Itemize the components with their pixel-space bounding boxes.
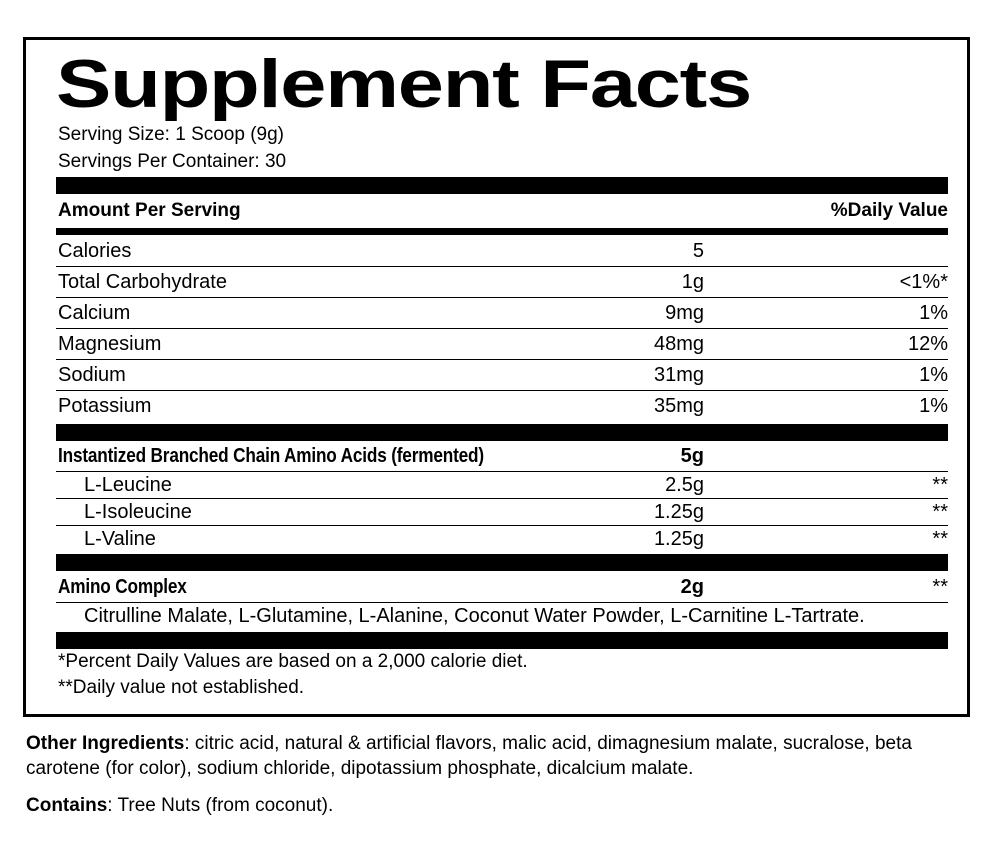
other-ingredients [26, 731, 976, 781]
servings-per-container: Servings Per Container: 30 [58, 151, 287, 172]
nutrient-amount: 9mg [665, 302, 704, 324]
medium-divider [56, 228, 948, 235]
bcaa-item-row [56, 499, 948, 525]
nutrient-name: Calcium [58, 302, 131, 324]
nutrient-row [56, 360, 948, 390]
amino-complex-row [56, 572, 948, 602]
amino-complex-ingredients-row [56, 603, 948, 629]
amino-complex-amount: 2g [680, 576, 704, 598]
nutrient-amount: 48mg [653, 333, 704, 355]
bcaa-item-dv: ** [932, 474, 948, 496]
nutrient-dv: <1%* [899, 271, 948, 293]
header-amount: Amount Per Serving [58, 200, 241, 221]
serving-size: Serving Size: 1 Scoop (9g) [58, 124, 285, 145]
amino-complex-ingredients: Citrulline Malate, L-Glutamine, L-Alanine, Coconut Water Powder, L-Carnitine L-Tartrate. [84, 605, 865, 627]
bcaa-item-name: L-Leucine [84, 474, 172, 496]
bcaa-item-name: L-Isoleucine [84, 501, 192, 523]
nutrient-amount: 1g [681, 271, 704, 293]
bcaa-name: Instantized Branched Chain Amino Acids (fermented) [58, 445, 484, 467]
contains-text: : Tree Nuts (from coconut). [107, 795, 334, 816]
nutrient-dv: 1% [919, 302, 948, 324]
bcaa-item-row [56, 526, 948, 552]
bcaa-amount: 5g [680, 445, 704, 467]
thick-divider [56, 554, 948, 571]
nutrient-dv: 1% [919, 364, 948, 386]
nutrient-name: Total Carbohydrate [58, 271, 227, 293]
nutrient-dv: 12% [907, 333, 948, 355]
bcaa-item-dv: ** [932, 501, 948, 523]
bcaa-row [56, 441, 948, 471]
nutrient-amount: 5 [692, 240, 704, 262]
footnote-daily-values: *Percent Daily Values are based on a 2,000 calorie diet. [58, 651, 528, 672]
contains-label: Contains [26, 795, 108, 816]
nutrient-amount: 35mg [653, 395, 704, 417]
nutrient-row [56, 267, 948, 297]
amino-complex-dv: ** [932, 576, 948, 598]
other-ingredients-text: : citric acid, natural & artificial flavors, malic acid, dimagnesium malate, sucralose, beta carotene (for color), sodium chloride, dipotassium phosphate, dicalcium malate. [26, 733, 912, 779]
other-ingredients-label: Other Ingredients [26, 733, 185, 754]
header-row [56, 196, 948, 226]
bcaa-item-amount: 2.5g [665, 474, 704, 496]
nutrient-amount: 31mg [653, 364, 704, 386]
nutrient-name: Calories [58, 240, 132, 262]
bcaa-item-amount: 1.25g [653, 501, 704, 523]
thick-divider [56, 632, 948, 649]
nutrient-row [56, 236, 948, 266]
footnote-not-established: **Daily value not established. [58, 677, 305, 698]
thick-divider [56, 177, 948, 194]
header-daily-value: %Daily Value [830, 200, 948, 221]
nutrient-name: Magnesium [58, 333, 162, 355]
panel-title: Supplement Facts [56, 46, 751, 122]
nutrient-name: Sodium [58, 364, 126, 386]
nutrient-row [56, 391, 948, 421]
bcaa-item-dv: ** [932, 528, 948, 550]
contains-statement [26, 793, 976, 818]
nutrient-row [56, 329, 948, 359]
thick-divider [56, 424, 948, 441]
nutrient-dv: 1% [919, 395, 948, 417]
nutrient-row [56, 298, 948, 328]
bcaa-item-amount: 1.25g [653, 528, 704, 550]
bcaa-item-row [56, 472, 948, 498]
bcaa-item-name: L-Valine [84, 528, 156, 550]
amino-complex-name: Amino Complex [58, 576, 187, 598]
nutrient-name: Potassium [58, 395, 152, 417]
